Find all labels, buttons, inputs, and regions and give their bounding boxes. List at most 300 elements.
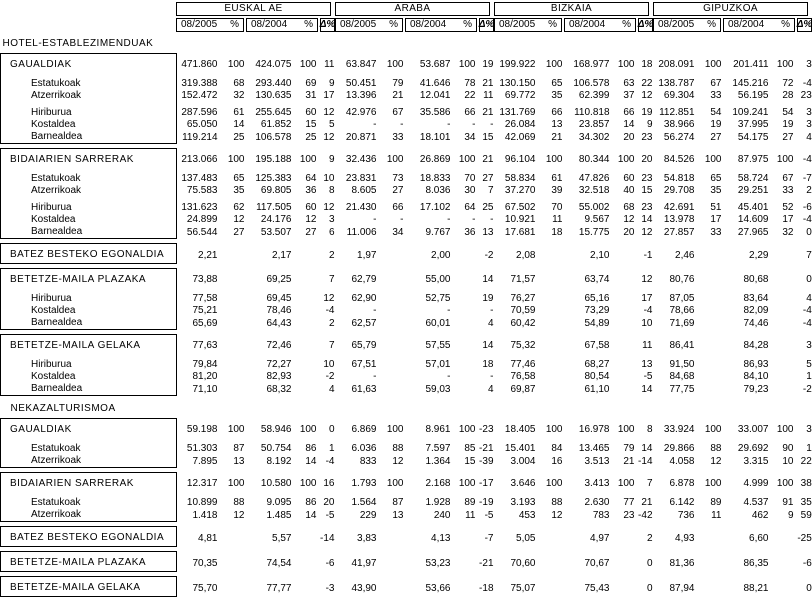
value-cell: 15.775 bbox=[565, 226, 615, 239]
value-cell: 14 bbox=[615, 119, 637, 131]
value-cell: 5,57 bbox=[247, 527, 297, 547]
value-cell: 66 bbox=[456, 107, 478, 119]
value-cell: 35 bbox=[541, 90, 565, 102]
value-cell: 11 bbox=[700, 509, 724, 522]
value-cell: 70,35 bbox=[177, 552, 223, 572]
table-row bbox=[1, 359, 812, 371]
value-cell: 65 bbox=[223, 173, 247, 185]
value-cell bbox=[700, 317, 724, 330]
value-cell: 66 bbox=[541, 107, 565, 119]
value-cell: 5,05 bbox=[495, 527, 541, 547]
table-row bbox=[1, 371, 812, 383]
value-cell: 69,87 bbox=[495, 383, 541, 396]
value-cell: 4,93 bbox=[654, 527, 700, 547]
value-cell: 199.922 bbox=[495, 54, 541, 74]
value-cell bbox=[223, 577, 247, 597]
value-cell: 27 bbox=[382, 185, 406, 197]
value-cell: 100 bbox=[456, 54, 478, 74]
value-cell: 16.978 bbox=[565, 419, 615, 439]
value-cell: 14 bbox=[637, 214, 654, 226]
value-cell: 14 bbox=[637, 383, 654, 396]
value-cell: 32 bbox=[223, 90, 247, 102]
row-label: BIDAIARIEN SARRERAK bbox=[1, 149, 177, 169]
value-cell: 12 bbox=[319, 107, 336, 119]
table-row bbox=[1, 131, 812, 144]
value-cell bbox=[700, 305, 724, 317]
value-cell: 19 bbox=[478, 293, 495, 305]
value-cell bbox=[541, 359, 565, 371]
table-row bbox=[1, 419, 812, 439]
value-cell: 33 bbox=[382, 131, 406, 144]
value-cell bbox=[541, 335, 565, 355]
value-cell bbox=[223, 305, 247, 317]
value-cell: 65 bbox=[700, 173, 724, 185]
value-cell: 27 bbox=[774, 131, 796, 144]
value-cell: 80,68 bbox=[724, 269, 774, 289]
value-cell: 78,46 bbox=[247, 305, 297, 317]
value-cell: 54 bbox=[774, 107, 796, 119]
pct-label: % bbox=[548, 19, 557, 31]
value-cell: 8 bbox=[319, 185, 336, 197]
value-cell: 9 bbox=[637, 119, 654, 131]
value-cell: 4.999 bbox=[724, 473, 774, 493]
value-cell: 12 bbox=[615, 214, 637, 226]
value-cell: 100 bbox=[456, 473, 478, 493]
value-cell: 18 bbox=[637, 54, 654, 74]
pct-label: % bbox=[781, 19, 790, 31]
row-label: BATEZ BESTEKO EGONALDIA bbox=[1, 244, 177, 264]
value-cell: 36 bbox=[297, 185, 319, 197]
value-cell: 7 bbox=[637, 473, 654, 493]
value-cell: 72,46 bbox=[247, 335, 297, 355]
value-cell: 79 bbox=[382, 78, 406, 90]
value-cell: 100 bbox=[541, 473, 565, 493]
value-cell: 18 bbox=[541, 226, 565, 239]
col-2005-header bbox=[176, 18, 244, 32]
row-label: BETETZE-MAILA GELAKA bbox=[1, 577, 177, 597]
value-cell: 19 bbox=[700, 119, 724, 131]
value-cell: 81,36 bbox=[654, 552, 700, 572]
col-2004-label: 08/2004 bbox=[410, 19, 446, 31]
value-cell: -7 bbox=[796, 173, 812, 185]
value-cell: 100 bbox=[382, 149, 406, 169]
value-cell: 40 bbox=[615, 185, 637, 197]
value-cell: 9 bbox=[774, 509, 796, 522]
value-cell: 4.058 bbox=[654, 455, 700, 468]
row-label: Hiriburua bbox=[1, 293, 177, 305]
value-cell: 18.405 bbox=[495, 419, 541, 439]
value-cell bbox=[297, 293, 319, 305]
pct-label: % bbox=[707, 19, 716, 31]
value-cell bbox=[223, 371, 247, 383]
value-cell: 10.899 bbox=[177, 497, 223, 509]
value-cell: 69.805 bbox=[247, 185, 297, 197]
value-cell bbox=[456, 305, 478, 317]
pct-label: % bbox=[304, 19, 313, 31]
value-cell: 35.586 bbox=[406, 107, 456, 119]
value-cell: 100 bbox=[382, 473, 406, 493]
value-cell: 55,00 bbox=[406, 269, 456, 289]
value-cell: 69.772 bbox=[495, 90, 541, 102]
value-cell: 65,79 bbox=[336, 335, 382, 355]
value-cell: 100 bbox=[297, 149, 319, 169]
value-cell bbox=[297, 359, 319, 371]
value-cell: 13.396 bbox=[336, 90, 382, 102]
value-cell: 77,63 bbox=[177, 335, 223, 355]
value-cell: 35 bbox=[223, 185, 247, 197]
value-cell: 110.818 bbox=[565, 107, 615, 119]
value-cell: 106.578 bbox=[247, 131, 297, 144]
value-cell: 74,54 bbox=[247, 552, 297, 572]
pct-label: % bbox=[230, 19, 239, 31]
value-cell: 69,25 bbox=[247, 269, 297, 289]
row-label: BETETZE-MAILA PLAZAKA bbox=[1, 552, 177, 572]
section-box-hotel-betetze-maila-gelaka bbox=[1, 335, 812, 396]
table-row bbox=[1, 202, 812, 214]
stats-table bbox=[0, 35, 812, 601]
subcolumns-araba bbox=[335, 18, 494, 32]
value-cell: 45.401 bbox=[724, 202, 774, 214]
value-cell: 13 bbox=[223, 455, 247, 468]
value-cell: 100 bbox=[700, 54, 724, 74]
value-cell: 100 bbox=[774, 419, 796, 439]
row-label: Barnealdea bbox=[1, 226, 177, 239]
value-cell: 3.413 bbox=[565, 473, 615, 493]
value-cell: 22 bbox=[796, 455, 812, 468]
value-cell: 100 bbox=[700, 149, 724, 169]
value-cell: 4 bbox=[796, 131, 812, 144]
value-cell: 117.505 bbox=[247, 202, 297, 214]
row-label: Hiriburua bbox=[1, 107, 177, 119]
value-cell: 62.399 bbox=[565, 90, 615, 102]
value-cell bbox=[297, 371, 319, 383]
value-cell: 54 bbox=[700, 107, 724, 119]
value-cell: 19 bbox=[478, 54, 495, 74]
value-cell: 60 bbox=[615, 173, 637, 185]
value-cell: 26.869 bbox=[406, 149, 456, 169]
value-cell: 25 bbox=[223, 131, 247, 144]
value-cell: 2.630 bbox=[565, 497, 615, 509]
table-row bbox=[1, 173, 812, 185]
value-cell: 462 bbox=[724, 509, 774, 522]
region-header-row bbox=[0, 2, 812, 16]
value-cell: -21 bbox=[478, 443, 495, 455]
value-cell: 38.966 bbox=[654, 119, 700, 131]
value-cell bbox=[297, 552, 319, 572]
value-cell: 58.724 bbox=[724, 173, 774, 185]
col-2005-label: 08/2005 bbox=[340, 19, 376, 31]
value-cell bbox=[297, 383, 319, 396]
value-cell bbox=[382, 244, 406, 264]
value-cell: 131.769 bbox=[495, 107, 541, 119]
value-cell: 71,69 bbox=[654, 317, 700, 330]
value-cell: 18.833 bbox=[406, 173, 456, 185]
value-cell: 319.388 bbox=[177, 78, 223, 90]
section-title: HOTEL-ESTABLEZIMENDUAK bbox=[1, 35, 812, 54]
value-cell: 25 bbox=[297, 131, 319, 144]
region-header-gipuzkoa: GIPUZKOA bbox=[653, 2, 808, 16]
value-cell: 18.101 bbox=[406, 131, 456, 144]
value-cell: -1 bbox=[637, 244, 654, 264]
value-cell: 88,21 bbox=[724, 577, 774, 597]
value-cell: - bbox=[336, 214, 382, 226]
value-cell: 1,97 bbox=[336, 244, 382, 264]
value-cell: 21 bbox=[478, 107, 495, 119]
value-cell: 36 bbox=[456, 226, 478, 239]
value-cell: 130.150 bbox=[495, 78, 541, 90]
value-cell bbox=[456, 359, 478, 371]
value-cell: 64 bbox=[456, 202, 478, 214]
value-cell: 77 bbox=[615, 497, 637, 509]
value-cell bbox=[541, 244, 565, 264]
value-cell: 8 bbox=[637, 419, 654, 439]
value-cell: 100 bbox=[700, 419, 724, 439]
value-cell: 4,97 bbox=[565, 527, 615, 547]
delta-pct-label: Δ% bbox=[320, 19, 336, 31]
value-cell: 59 bbox=[796, 509, 812, 522]
value-cell bbox=[774, 317, 796, 330]
value-cell: 90 bbox=[774, 443, 796, 455]
row-label: Kostaldea bbox=[1, 371, 177, 383]
value-cell: 75,21 bbox=[177, 305, 223, 317]
row-label: Hiriburua bbox=[1, 202, 177, 214]
value-cell: 75,07 bbox=[495, 577, 541, 597]
value-cell: -2 bbox=[796, 383, 812, 396]
value-cell: 12 bbox=[297, 214, 319, 226]
value-cell: 100 bbox=[615, 419, 637, 439]
value-cell: 61,10 bbox=[565, 383, 615, 396]
value-cell bbox=[700, 383, 724, 396]
value-cell bbox=[541, 577, 565, 597]
value-cell: 7 bbox=[796, 244, 812, 264]
table-row bbox=[1, 269, 812, 289]
value-cell: -4 bbox=[796, 78, 812, 90]
value-cell: 32.436 bbox=[336, 149, 382, 169]
value-cell: 17 bbox=[637, 293, 654, 305]
value-cell: 12 bbox=[637, 269, 654, 289]
value-cell bbox=[615, 305, 637, 317]
value-cell: 78,66 bbox=[654, 305, 700, 317]
value-cell: 70 bbox=[541, 202, 565, 214]
value-cell: 37.995 bbox=[724, 119, 774, 131]
table-row bbox=[1, 119, 812, 131]
delta-pct-header bbox=[638, 18, 653, 32]
value-cell: 6.878 bbox=[654, 473, 700, 493]
value-cell: 32 bbox=[774, 226, 796, 239]
value-cell: 29.692 bbox=[724, 443, 774, 455]
value-cell: -7 bbox=[478, 527, 495, 547]
value-cell: 15 bbox=[297, 119, 319, 131]
subcolumn-header-row bbox=[0, 18, 812, 32]
value-cell: 23 bbox=[637, 202, 654, 214]
value-cell bbox=[700, 293, 724, 305]
value-cell: 3 bbox=[796, 107, 812, 119]
value-cell: 12 bbox=[700, 455, 724, 468]
value-cell: 57,01 bbox=[406, 359, 456, 371]
value-cell: 0 bbox=[796, 226, 812, 239]
value-cell: 67 bbox=[774, 173, 796, 185]
value-cell: 37 bbox=[615, 90, 637, 102]
value-cell: 53,66 bbox=[406, 577, 456, 597]
value-cell: 6.142 bbox=[654, 497, 700, 509]
value-cell: 11 bbox=[541, 214, 565, 226]
value-cell: 41.646 bbox=[406, 78, 456, 90]
value-cell: 67.502 bbox=[495, 202, 541, 214]
value-cell: 63.847 bbox=[336, 54, 382, 74]
value-cell bbox=[382, 305, 406, 317]
value-cell: 66 bbox=[382, 202, 406, 214]
table-row bbox=[1, 214, 812, 226]
value-cell bbox=[456, 335, 478, 355]
value-cell: -5 bbox=[478, 509, 495, 522]
value-cell: 27.965 bbox=[724, 226, 774, 239]
section-box-nekazal-betetze-maila-gelaka bbox=[1, 577, 812, 597]
value-cell: 68 bbox=[615, 202, 637, 214]
value-cell: - bbox=[478, 371, 495, 383]
value-cell bbox=[700, 244, 724, 264]
value-cell: 78 bbox=[456, 78, 478, 90]
value-cell: 8.036 bbox=[406, 185, 456, 197]
value-cell: 69 bbox=[297, 78, 319, 90]
value-cell: 195.188 bbox=[247, 149, 297, 169]
value-cell bbox=[456, 577, 478, 597]
value-cell: 83,64 bbox=[724, 293, 774, 305]
table-row bbox=[1, 443, 812, 455]
value-cell: -4 bbox=[796, 214, 812, 226]
value-cell: 61.852 bbox=[247, 119, 297, 131]
value-cell bbox=[541, 269, 565, 289]
value-cell: 10.921 bbox=[495, 214, 541, 226]
value-cell: 58.946 bbox=[247, 419, 297, 439]
section-box-nekazal-bidaiarien-sarrerak bbox=[1, 473, 812, 522]
delta-pct-label: Δ% bbox=[638, 19, 654, 31]
row-label: BETETZE-MAILA PLAZAKA bbox=[1, 269, 177, 289]
value-cell: 2,46 bbox=[654, 244, 700, 264]
value-cell: 12 bbox=[319, 293, 336, 305]
value-cell: 77,77 bbox=[247, 577, 297, 597]
col-2005-header bbox=[653, 18, 721, 32]
value-cell: 55.002 bbox=[565, 202, 615, 214]
value-cell: 12 bbox=[637, 226, 654, 239]
value-cell: 2,00 bbox=[406, 244, 456, 264]
value-cell: 73 bbox=[382, 173, 406, 185]
value-cell: 201.411 bbox=[724, 54, 774, 74]
value-cell: 100 bbox=[774, 54, 796, 74]
value-cell: 35 bbox=[700, 185, 724, 197]
value-cell: 100 bbox=[297, 54, 319, 74]
value-cell: 17.102 bbox=[406, 202, 456, 214]
value-cell: 70,67 bbox=[565, 552, 615, 572]
value-cell: 8.961 bbox=[406, 419, 456, 439]
row-label: BIDAIARIEN SARRERAK bbox=[1, 473, 177, 493]
value-cell: 240 bbox=[406, 509, 456, 522]
value-cell: 77,75 bbox=[654, 383, 700, 396]
pct-label: % bbox=[389, 19, 398, 31]
value-cell: 88 bbox=[700, 443, 724, 455]
value-cell: 59,03 bbox=[406, 383, 456, 396]
value-cell: 66 bbox=[615, 107, 637, 119]
value-cell: 87.975 bbox=[724, 149, 774, 169]
value-cell: 67 bbox=[382, 107, 406, 119]
value-cell bbox=[456, 244, 478, 264]
value-cell: - bbox=[382, 214, 406, 226]
value-cell: 54,89 bbox=[565, 317, 615, 330]
value-cell: 12 bbox=[223, 509, 247, 522]
value-cell: 68 bbox=[223, 78, 247, 90]
subcolumns-gipuzkoa bbox=[653, 18, 812, 32]
value-cell: 74,46 bbox=[724, 317, 774, 330]
value-cell bbox=[297, 269, 319, 289]
value-cell: 38 bbox=[796, 473, 812, 493]
table-row bbox=[1, 317, 812, 330]
value-cell: 20 bbox=[319, 497, 336, 509]
value-cell: 81,20 bbox=[177, 371, 223, 383]
value-cell: 1.418 bbox=[177, 509, 223, 522]
value-cell: 15 bbox=[637, 185, 654, 197]
value-cell: 3 bbox=[796, 119, 812, 131]
value-cell: 67,51 bbox=[336, 359, 382, 371]
value-cell bbox=[541, 552, 565, 572]
value-cell bbox=[223, 552, 247, 572]
value-cell: 56.544 bbox=[177, 226, 223, 239]
value-cell: 12 bbox=[319, 202, 336, 214]
value-cell: 27 bbox=[700, 131, 724, 144]
value-cell: 2 bbox=[319, 244, 336, 264]
value-cell: 58.834 bbox=[495, 173, 541, 185]
value-cell: 42.069 bbox=[495, 131, 541, 144]
value-cell: 19 bbox=[774, 119, 796, 131]
value-cell: 145.216 bbox=[724, 78, 774, 90]
value-cell: 52,75 bbox=[406, 293, 456, 305]
value-cell: 17.681 bbox=[495, 226, 541, 239]
value-cell: 89 bbox=[456, 497, 478, 509]
value-cell: 86,35 bbox=[724, 552, 774, 572]
value-cell: 65 bbox=[541, 78, 565, 90]
value-cell: 21 bbox=[637, 497, 654, 509]
value-cell: 2,17 bbox=[247, 244, 297, 264]
value-cell: - bbox=[478, 305, 495, 317]
value-cell: 82,09 bbox=[724, 305, 774, 317]
value-cell: 59.198 bbox=[177, 419, 223, 439]
value-cell: 10 bbox=[774, 455, 796, 468]
value-cell: 23.831 bbox=[336, 173, 382, 185]
value-cell: 23 bbox=[796, 90, 812, 102]
row-label: Barnealdea bbox=[1, 317, 177, 330]
value-cell: -42 bbox=[637, 509, 654, 522]
value-cell bbox=[541, 371, 565, 383]
value-cell: 3 bbox=[796, 419, 812, 439]
value-cell: 14 bbox=[478, 335, 495, 355]
value-cell: -25 bbox=[796, 527, 812, 547]
value-cell bbox=[223, 383, 247, 396]
value-cell: 23.857 bbox=[565, 119, 615, 131]
value-cell: 2,21 bbox=[177, 244, 223, 264]
value-cell: -2 bbox=[319, 371, 336, 383]
value-cell: -39 bbox=[478, 455, 495, 468]
value-cell: 293.440 bbox=[247, 78, 297, 90]
value-cell: 119.214 bbox=[177, 131, 223, 144]
value-cell: -18 bbox=[478, 577, 495, 597]
row-label: BATEZ BESTEKO EGONALDIA bbox=[1, 527, 177, 547]
value-cell: 23 bbox=[615, 509, 637, 522]
value-cell: 87,94 bbox=[654, 577, 700, 597]
value-cell: 18 bbox=[478, 359, 495, 371]
value-cell: 88 bbox=[382, 443, 406, 455]
value-cell bbox=[456, 293, 478, 305]
subcolumns-bizkaia bbox=[494, 18, 653, 32]
value-cell: 6.036 bbox=[336, 443, 382, 455]
value-cell: 14 bbox=[223, 119, 247, 131]
